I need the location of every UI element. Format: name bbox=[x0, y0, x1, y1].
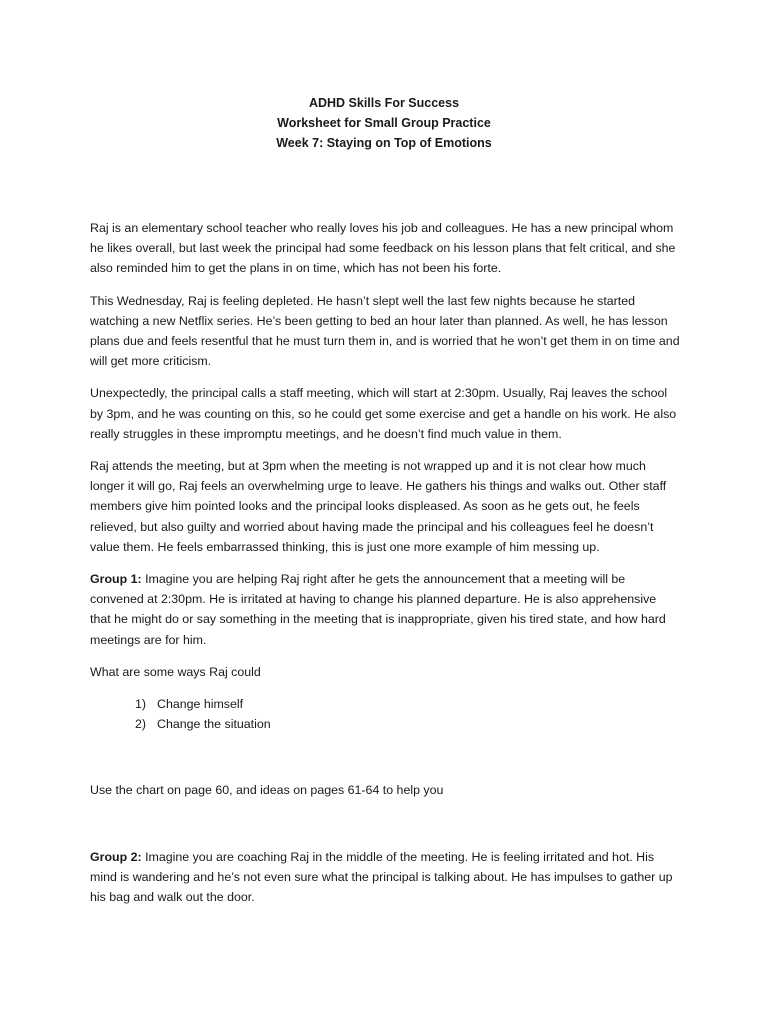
paragraph-leaves: Raj attends the meeting, but at 3pm when the meeting is not wrapped up and it is not clear how much longer it will go, Raj feels an overwhelming urge to leave. He gathers his things and walks out. Other staff members give him pointed looks and the principal looks displeased. As soon as he gets out, he feels relieved, but also guilty and worried about having made the principal and his colleagues feel he doesn’t value them. He feels embarrassed thinking, this is just one more example of him messing up. bbox=[90, 459, 667, 554]
paragraph-wednesday: This Wednesday, Raj is feeling depleted. He hasn’t slept well the last few nights because he started watching a new Netflix series. He’s been getting to bed an hour later than planned. As well, he has lesson plans due and feels resentful that he must turn them in, and is worried that he won’t get them in on time and will get more criticism. bbox=[90, 293, 680, 369]
group1-paragraph bbox=[90, 569, 680, 650]
list-item bbox=[90, 694, 680, 714]
document-header bbox=[0, 93, 768, 153]
reference-text: Use the chart on page 60, and ideas on pages 61-64 to help you bbox=[90, 783, 444, 798]
group2-text: Imagine you are coaching Raj in the middle of the meeting. He is feeling irritated and hot. His mind is wandering and he’s not even sure what the principal is talking about. He has impulses to gather up his bag and walk out the door. bbox=[90, 849, 673, 905]
spacer bbox=[90, 813, 680, 847]
paragraph-meeting: Unexpectedly, the principal calls a staff meeting, which will start at 2:30pm. Usually, Raj leaves the school by 3pm, and he was counting on this, so he could get some exercise and get a handle on his work. He also really struggles in these impromptu meetings, and he doesn’t find much value in them. bbox=[90, 386, 677, 441]
list-item-number: 1) bbox=[135, 697, 147, 712]
list-item bbox=[90, 714, 680, 734]
options-list bbox=[90, 694, 680, 734]
paragraph-intro: Raj is an elementary school teacher who really loves his job and colleagues. He has a new principal whom he likes overall, but last week the principal had some feedback on his lesson plans that felt critical, and she also reminded him to get the plans in on time, which has not been his forte. bbox=[90, 221, 676, 276]
list-item-text: Change himself bbox=[157, 697, 244, 712]
header-subtitle: Worksheet for Small Group Practice bbox=[277, 116, 491, 130]
spacer bbox=[90, 746, 680, 780]
document-body bbox=[90, 218, 680, 919]
header-title: ADHD Skills For Success bbox=[308, 96, 460, 110]
list-item-number: 2) bbox=[135, 717, 147, 732]
group2-label: Group 2: bbox=[90, 849, 142, 864]
header-week-title: Week 7: Staying on Top of Emotions bbox=[276, 136, 492, 150]
group2-paragraph bbox=[90, 847, 680, 908]
group1-label: Group 1: bbox=[90, 572, 142, 587]
list-item-text: Change the situation bbox=[157, 717, 271, 732]
group1-text: Imagine you are helping Raj right after he gets the announcement that a meeting will be convened at 2:30pm. He is irritated at having to change his planned departure. He is also apprehensive that he might do or say something in the meeting that is inappropriate, given his tired state, and how hard meetings are for him. bbox=[90, 572, 666, 647]
question-text: What are some ways Raj could bbox=[90, 664, 261, 679]
